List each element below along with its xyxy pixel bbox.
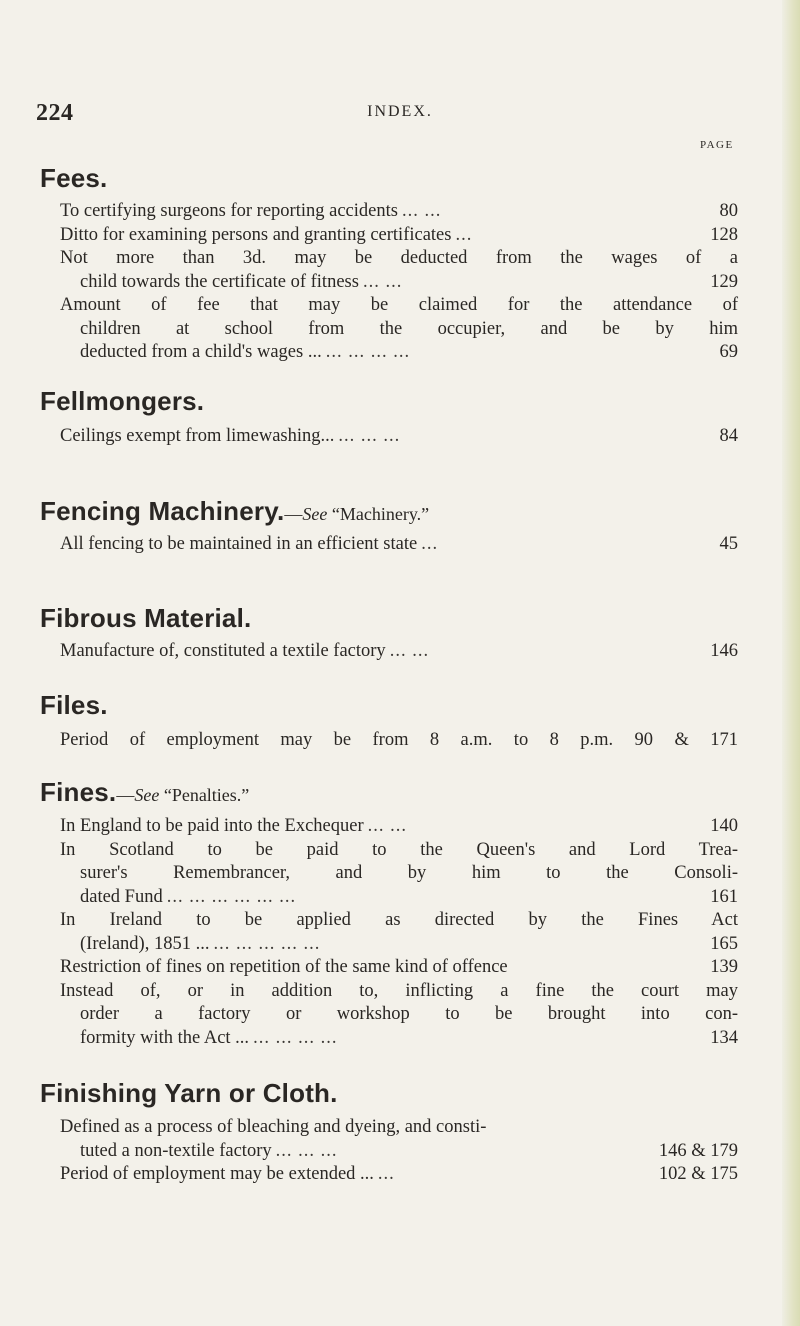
index-entry: Period of employment may be extended ... ... 102 & 175	[60, 1164, 738, 1184]
index-entry-continuation: tuted a non-textile factory ... ... ... 146 & 179	[80, 1140, 738, 1161]
index-entries-fellmongers	[60, 425, 738, 449]
index-entry-continuation: deducted from a child's wages ... ... ... ... ... 69	[80, 342, 738, 362]
index-entry: In England to be paid into the Exchequer ... ... 140	[60, 816, 738, 836]
index-entry: Period of employment may be from 8 a.m. to 8 p.m. 90 & 171	[60, 730, 738, 750]
index-entry: Defined as a process of bleaching and dyeing, and consti-	[60, 1117, 487, 1137]
section-heading-fencing-machinery: Fencing Machinery.—See “Machinery.”	[40, 496, 430, 526]
index-entry-continuation: children at school from the occupier, and be by him	[80, 318, 738, 339]
index-entry: Ditto for examining persons and granting certificates ... 128	[60, 224, 738, 245]
index-entry: Amount of fee that may be claimed for the attendance of	[60, 295, 738, 315]
section-heading-files: Files.	[40, 690, 108, 720]
index-entry-continuation: (Ireland), 1851 ... ... ... ... ... ... 165	[80, 933, 738, 954]
index-entries-finishing-yarn-or-cloth	[60, 1116, 738, 1187]
index-entries-fines	[60, 815, 738, 1050]
section-heading-fees: Fees.	[40, 163, 108, 193]
index-entry-continuation: dated Fund ... ... ... ... ... ... 161	[80, 886, 738, 907]
index-entries-fibrous-material	[60, 640, 738, 664]
index-entry-continuation: surer's Remembrancer, and by him to the Consoli-	[80, 863, 738, 883]
index-entry: Restriction of fines on repetition of the same kind of offence 139	[60, 957, 738, 977]
index-entry: Not more than 3d. may be deducted from the wages of a	[60, 248, 738, 268]
index-entry: In Scotland to be paid to the Queen's and Lord Trea-	[60, 839, 738, 860]
index-entry: To certifying surgeons for reporting accidents ... ... 80	[60, 201, 738, 221]
index-entry: Instead of, or in addition to, inflicting a fine the court may	[60, 980, 738, 1001]
page-edge-shading	[782, 0, 800, 1326]
index-entries-files	[60, 729, 738, 753]
index-entries-fencing-machinery	[60, 533, 738, 557]
index-entry-continuation: formity with the Act ... ... ... ... ... 134	[80, 1027, 738, 1048]
section-heading-fellmongers: Fellmongers.	[40, 386, 205, 416]
page-column-header: PAGE	[700, 139, 734, 151]
index-entries-fees	[60, 200, 738, 365]
index-entry: Ceilings exempt from limewashing... ... ... ... 84	[60, 426, 738, 446]
index-entry: In Ireland to be applied as directed by the Fines Act	[60, 910, 738, 930]
page-number: 224	[36, 100, 74, 126]
section-heading-fibrous-material: Fibrous Material.	[40, 603, 252, 633]
section-heading-finishing-yarn-or-cloth: Finishing Yarn or Cloth.	[40, 1078, 338, 1108]
section-heading-fines: Fines.—See “Penalties.”	[40, 777, 250, 807]
index-entry: All fencing to be maintained in an efficient state ... 45	[60, 534, 738, 554]
index-entry-continuation: child towards the certificate of fitness ... ... 129	[80, 271, 738, 292]
running-head: INDEX.	[367, 103, 433, 120]
index-entry-continuation: order a factory or workshop to be brought into con-	[80, 1004, 738, 1024]
index-entry: Manufacture of, constituted a textile factory ... ... 146	[60, 641, 738, 661]
